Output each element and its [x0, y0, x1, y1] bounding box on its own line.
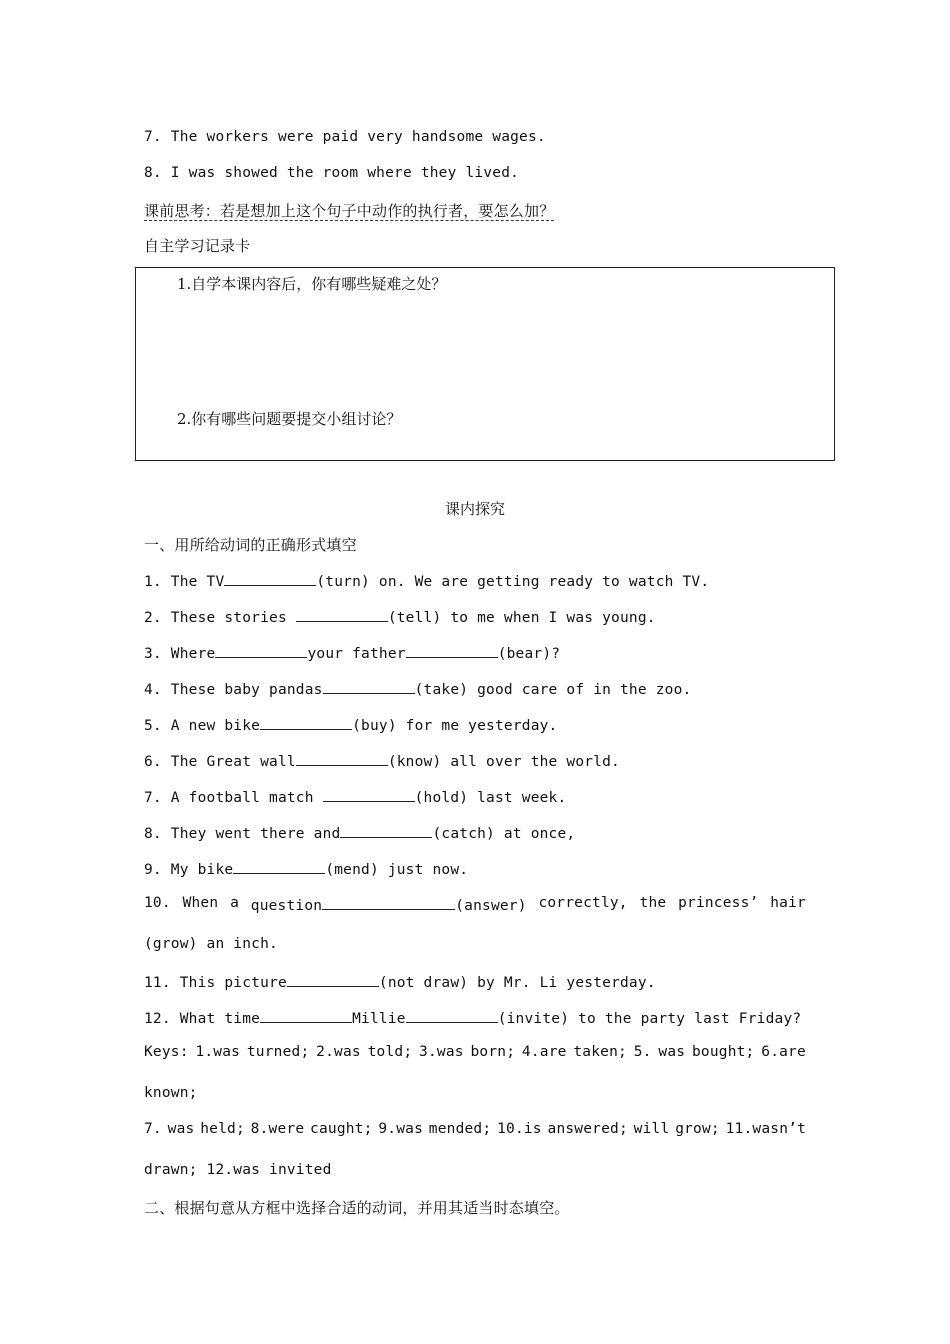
- key-word: 4.are: [521, 1044, 567, 1060]
- section-title: 课内探究: [444, 500, 505, 518]
- preview-think: [144, 200, 554, 221]
- key-word: 7.: [144, 1121, 162, 1137]
- exercise-word: hair: [770, 895, 806, 911]
- exercise-11: [144, 972, 656, 991]
- exercise-text: 3. Where: [144, 646, 216, 662]
- answer-blank[interactable]: [224, 571, 316, 586]
- exercise-text: (bear)?: [497, 646, 561, 662]
- key-word: was: [167, 1121, 195, 1137]
- part2-title: 二、根据句意从方框中选择合适的动词，并用其适当时态填空。: [144, 1199, 570, 1217]
- key-word: bought;: [691, 1044, 755, 1060]
- key-word: 5.: [633, 1044, 652, 1060]
- key-word: 3.was: [419, 1044, 464, 1060]
- exercise-text: (hold) last week.: [414, 790, 567, 806]
- exercise-text: (take) good care of in the zoo.: [414, 682, 692, 698]
- exercise-text: (buy) for me yesterday.: [352, 718, 558, 734]
- key-word: told;: [367, 1044, 413, 1060]
- answer-blank[interactable]: [340, 823, 432, 838]
- exercise-text: 7. A football match: [144, 790, 323, 806]
- exercise-text: 6. The Great wall: [144, 754, 296, 770]
- keys-line-2: known;: [144, 1085, 198, 1101]
- answer-blank[interactable]: [323, 679, 415, 694]
- key-word: grow;: [675, 1121, 720, 1137]
- record-card-box: [135, 267, 835, 461]
- answer-blank[interactable]: [287, 972, 379, 987]
- prev-item-8: 8. I was showed the room where they lived.: [144, 165, 520, 181]
- exercise-text: 1. The TV: [144, 574, 225, 590]
- exercise-text: 12. What time: [144, 1011, 261, 1027]
- exercise-text: 11. This picture: [144, 975, 287, 991]
- exercise-10: [144, 895, 806, 914]
- exercise-text: (know) all over the world.: [387, 754, 620, 770]
- exercise-word: (answer): [455, 898, 527, 914]
- key-word: taken;: [573, 1044, 627, 1060]
- exercise-9: [144, 859, 468, 878]
- exercise-text: 9. My bike: [144, 862, 234, 878]
- exercise-text: (turn) on. We are getting ready to watch TV.: [316, 574, 710, 590]
- key-word: 1.was: [195, 1044, 241, 1060]
- exercise-word: a: [230, 895, 239, 911]
- exercise-text: (invite) to the party last Friday?: [497, 1011, 802, 1027]
- exercise-text: (tell) to me when I was young.: [387, 610, 656, 626]
- record-card-q1: 1.自学本课内容后，你有哪些疑难之处？: [177, 275, 447, 293]
- answer-blank[interactable]: [260, 1008, 352, 1023]
- exercise-text: (not draw) by Mr. Li yesterday.: [378, 975, 656, 991]
- exercise-12: [144, 1008, 801, 1027]
- part1-title: 一、用所给动词的正确形式填空: [144, 536, 357, 554]
- key-word: 9.was: [378, 1121, 423, 1137]
- exercise-word: princess’: [678, 895, 759, 911]
- key-word: mended;: [428, 1121, 492, 1137]
- answer-blank[interactable]: [215, 643, 307, 658]
- answer-blank[interactable]: [406, 1008, 498, 1023]
- key-word: born;: [470, 1044, 516, 1060]
- answer-blank[interactable]: [406, 643, 498, 658]
- exercise-text: 5. A new bike: [144, 718, 261, 734]
- keys-line-4: drawn; 12.was invited: [144, 1162, 332, 1178]
- answer-blank[interactable]: [296, 607, 388, 622]
- answer-blank[interactable]: [260, 715, 352, 730]
- exercise-word: question: [250, 898, 323, 914]
- keys-line-3: [144, 1121, 806, 1137]
- exercise-2: [144, 607, 656, 626]
- key-word: held;: [200, 1121, 245, 1137]
- exercise-text: (mend) just now.: [325, 862, 469, 878]
- exercise-10-line2: (grow) an inch.: [144, 936, 278, 952]
- key-word: 11.wasn’t: [725, 1121, 806, 1137]
- key-word: answered;: [547, 1121, 628, 1137]
- keys-line-1: [144, 1044, 806, 1060]
- key-word: will: [633, 1121, 670, 1137]
- exercise-word: correctly,: [538, 895, 628, 911]
- record-card-q2: 2.你有哪些问题要提交小组讨论？: [177, 410, 402, 428]
- exercise-text: your father: [307, 646, 406, 662]
- answer-blank[interactable]: [322, 895, 455, 910]
- key-word: 10.is: [497, 1121, 542, 1137]
- exercise-7: [144, 787, 566, 806]
- exercise-4: [144, 679, 691, 698]
- exercise-text: (catch) at once,: [432, 826, 576, 842]
- answer-blank[interactable]: [323, 787, 415, 802]
- key-word: Keys:: [144, 1044, 189, 1060]
- exercise-8: [144, 823, 575, 842]
- answer-blank[interactable]: [233, 859, 325, 874]
- exercise-text: Millie: [352, 1011, 406, 1027]
- key-word: 6.are: [761, 1044, 806, 1060]
- exercise-text: 4. These baby pandas: [144, 682, 323, 698]
- key-word: turned;: [246, 1044, 310, 1060]
- prev-item-7: 7. The workers were paid very handsome wages.: [144, 129, 546, 145]
- exercise-word: 10.: [144, 895, 171, 911]
- exercise-1: [144, 571, 709, 590]
- answer-blank[interactable]: [296, 751, 388, 766]
- exercise-6: [144, 751, 620, 770]
- exercise-word: the: [639, 895, 667, 911]
- key-word: was: [658, 1044, 686, 1060]
- exercise-5: [144, 715, 557, 734]
- exercise-text: 2. These stories: [144, 610, 296, 626]
- key-word: caught;: [310, 1121, 373, 1137]
- key-word: 2.was: [316, 1044, 361, 1060]
- key-word: 8.were: [250, 1121, 305, 1137]
- exercise-text: 8. They went there and: [144, 826, 341, 842]
- record-card-title: 自主学习记录卡: [144, 237, 251, 255]
- exercise-word: When: [182, 895, 219, 911]
- exercise-3: [144, 643, 560, 662]
- preview-think-text: 课前思考：若是想加上这个句子中动作的执行者，要怎么加？: [144, 202, 555, 220]
